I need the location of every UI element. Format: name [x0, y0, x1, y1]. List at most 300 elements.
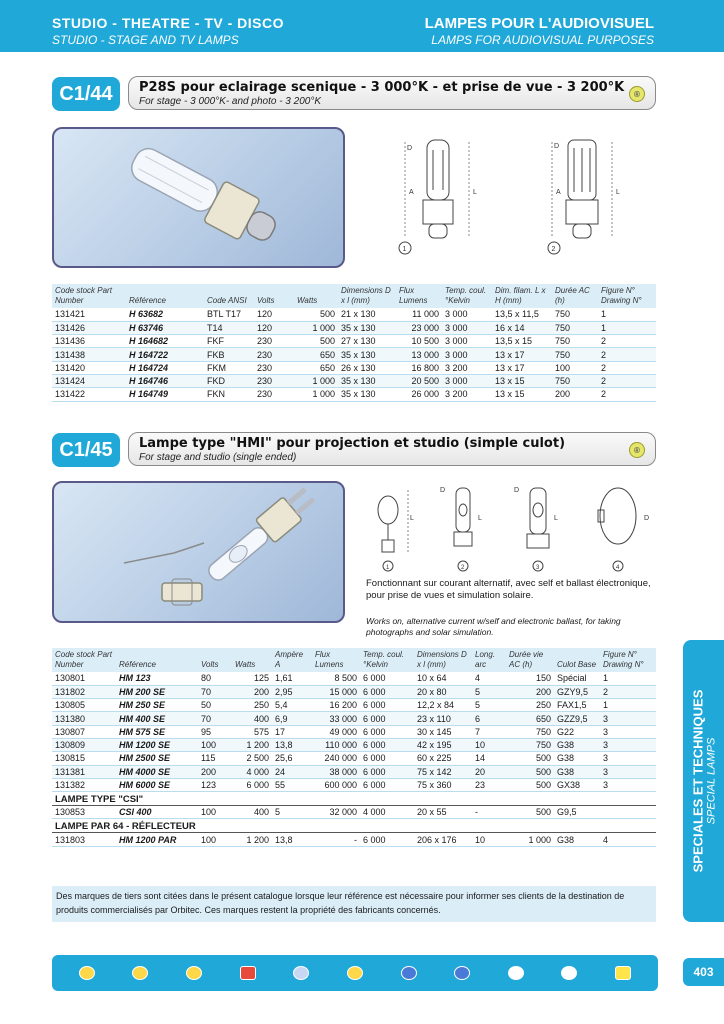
table-cell: 6 000 [360, 778, 414, 791]
table-cell: 600 000 [312, 778, 360, 791]
col-amps: Ampère A [272, 648, 312, 672]
table-row [52, 752, 656, 765]
tube-icon [132, 966, 148, 980]
table-cell: 131803 [52, 833, 116, 846]
table-cell: 115 [198, 752, 232, 765]
table-cell: 131436 [52, 335, 126, 348]
table-cell: BTL T17 [204, 308, 254, 321]
table-row [52, 374, 656, 387]
col-dimensions: Dimensions D x l (mm) [414, 648, 472, 672]
table-cell: 25,6 [272, 752, 312, 765]
table-cell: 23 x 110 [414, 712, 472, 725]
table-cell: 70 [198, 685, 232, 698]
table-cell: 3 [600, 725, 656, 738]
table-cell: 650 [294, 361, 338, 374]
section1-title: P28S pour eclairage scenique - 3 000°K - et prise de vue - 3 200°K [139, 80, 625, 95]
table-cell: Spécial [554, 672, 600, 685]
col-flux: Flux Lumens [396, 284, 442, 308]
table-cell: 750 [552, 308, 598, 321]
table-cell: 27 x 130 [338, 335, 396, 348]
table-cell: 750 [552, 348, 598, 361]
table-cell: HM 123 [116, 672, 198, 685]
table-cell: 13 x 17 [492, 361, 552, 374]
table-cell: 100 [198, 738, 232, 751]
table-cell: FKD [204, 374, 254, 387]
special-icon [347, 966, 363, 980]
table-cell: H 164682 [126, 335, 204, 348]
section1-drawing-1 [395, 130, 505, 260]
table-cell: 130807 [52, 725, 116, 738]
table-cell: 131382 [52, 778, 116, 791]
cfl-icon [293, 966, 309, 980]
table-cell: 11 000 [396, 308, 442, 321]
col-ansi: Code ANSI [204, 284, 254, 308]
table-cell: 2 500 [232, 752, 272, 765]
table-cell: 3 [600, 712, 656, 725]
table-cell: HM 4000 SE [116, 765, 198, 778]
table-cell: 6 [472, 712, 506, 725]
section2-subtitle: For stage and studio (single ended) [139, 452, 297, 463]
table-cell: 10 [472, 738, 506, 751]
svg-text:L: L [478, 515, 482, 522]
table-cell: 15 000 [312, 685, 360, 698]
table-cell: 6 000 [360, 699, 414, 712]
table-cell: 6 000 [232, 778, 272, 791]
table-cell: 100 [198, 833, 232, 846]
table-cell: 7 [472, 725, 506, 738]
table-cell: 16 800 [396, 361, 442, 374]
table-header-row [52, 648, 656, 672]
table-cell: 42 x 195 [414, 738, 472, 751]
category-icon-10[interactable] [545, 966, 593, 980]
table-row [52, 725, 656, 738]
side-tab-text [690, 690, 717, 873]
table-cell: 6 000 [360, 712, 414, 725]
table-cell [600, 806, 656, 819]
col-life: Durée AC (h) [552, 284, 598, 308]
table-row [52, 806, 656, 819]
table-cell: 10 [472, 833, 506, 846]
reflector-icon [454, 966, 470, 980]
table-cell: 131426 [52, 321, 126, 334]
table-cell: HM 400 SE [116, 712, 198, 725]
table-cell: 70 [198, 712, 232, 725]
section1-drawing-2 [540, 130, 650, 260]
table-cell: 13 000 [396, 348, 442, 361]
table-cell: 3 200 [442, 361, 492, 374]
table-cell: 20 500 [396, 374, 442, 387]
table-cell: 2,95 [272, 685, 312, 698]
lamp-outline-drawings-hmi [360, 480, 660, 575]
svg-text:L: L [616, 189, 620, 196]
table-cell: 6,9 [272, 712, 312, 725]
table-cell: 5 [272, 806, 312, 819]
table-cell: G38 [554, 738, 600, 751]
table-cell: 200 [198, 765, 232, 778]
section2-code-badge: C1/45 [52, 433, 120, 467]
table-cell: 100 [198, 806, 232, 819]
category-icon-6[interactable] [331, 966, 379, 980]
table-cell: 131421 [52, 308, 126, 321]
category-icon-3[interactable] [170, 966, 218, 980]
table-cell: 10 x 64 [414, 672, 472, 685]
table-cell: 1,61 [272, 672, 312, 685]
table-cell: H 164722 [126, 348, 204, 361]
trademark-disclaimer: Des marques de tiers sont citées dans le présent catalogue lorsque leur référence est nécessaire pour informer ses clients de la destination de produits commercialisés par Orbitec. Ces marques restent la propriété des fabricants concernés. [52, 886, 656, 922]
table-cell: 650 [506, 712, 554, 725]
table-cell: 250 [506, 699, 554, 712]
table-cell: 500 [506, 778, 554, 791]
table-cell: HM 6000 SE [116, 778, 198, 791]
table-cell: 24 [272, 765, 312, 778]
table-cell: 3 [600, 778, 656, 791]
table-cell: 120 [254, 321, 294, 334]
table-cell: 2 [598, 361, 656, 374]
table-cell: 20 [472, 765, 506, 778]
table-cell: 131380 [52, 712, 116, 725]
mini-icon [615, 966, 631, 980]
table-cell: 131422 [52, 388, 126, 401]
col-watts: Watts [294, 284, 338, 308]
table-cell: 230 [254, 335, 294, 348]
table-cell: HM 250 SE [116, 699, 198, 712]
col-reference: Référence [116, 648, 198, 672]
group-title: LAMPE TYPE "CSI" [52, 792, 656, 806]
table-cell: 130815 [52, 752, 116, 765]
table-cell: 2 [600, 685, 656, 698]
category-icon-8[interactable] [438, 966, 486, 980]
table-row [52, 778, 656, 791]
col-base: Culot Base [554, 648, 600, 672]
table-cell: 1 [598, 308, 656, 321]
table-cell: 130805 [52, 699, 116, 712]
table-cell: HM 1200 SE [116, 738, 198, 751]
svg-text:D: D [407, 145, 413, 152]
table-cell: 60 x 225 [414, 752, 472, 765]
table-cell: 500 [294, 335, 338, 348]
table-cell: 400 [232, 712, 272, 725]
table-cell: 32 000 [312, 806, 360, 819]
table-cell: 1 000 [506, 833, 554, 846]
led-icon [240, 966, 256, 980]
section2-title: Lampe type "HMI" pour projection et studio (simple culot) [139, 436, 566, 451]
table-cell: 131424 [52, 374, 126, 387]
table-cell: 250 [232, 699, 272, 712]
table-cell: 123 [198, 778, 232, 791]
table-row [52, 348, 656, 361]
table-cell: 1 200 [232, 738, 272, 751]
table-cell: 2 [598, 335, 656, 348]
table-cell: G38 [554, 833, 600, 846]
category-icon-2[interactable] [116, 966, 164, 980]
col-figure: Figure N° Drawing N° [598, 284, 656, 308]
category-icon-1[interactable] [63, 966, 111, 980]
svg-text:L: L [410, 515, 414, 522]
table-cell: 650 [294, 348, 338, 361]
table-cell: 2 [598, 388, 656, 401]
table-cell: 1 000 [294, 374, 338, 387]
table-cell: 500 [294, 308, 338, 321]
table-cell: 35 x 130 [338, 388, 396, 401]
section1-subtitle: For stage - 3 000°K- and photo - 3 200°K [139, 96, 321, 107]
col-figure: Figure N° Drawing N° [600, 648, 656, 672]
table-cell: 500 [506, 765, 554, 778]
table-cell: 3 000 [442, 308, 492, 321]
table-cell: G38 [554, 765, 600, 778]
table-cell: 240 000 [312, 752, 360, 765]
table-cell: 750 [506, 738, 554, 751]
drawing-hmi-2-number: 2 [461, 565, 465, 571]
table-cell: 17 [272, 725, 312, 738]
table-cell: 3 200 [442, 388, 492, 401]
drawing-hmi-1-number: 1 [386, 565, 390, 571]
table-cell: 13 x 15 [492, 374, 552, 387]
svg-text:A: A [409, 189, 414, 196]
table-cell: FKM [204, 361, 254, 374]
table-cell: 26 000 [396, 388, 442, 401]
table-cell: FKF [204, 335, 254, 348]
drawing-hmi-3-number: 3 [536, 565, 540, 571]
table-cell: 14 [472, 752, 506, 765]
drawing-hmi-4-number: 4 [616, 565, 620, 571]
col-part-number: Code stock Part Number [52, 284, 126, 308]
header-left-title: STUDIO - THEATRE - TV - DISCO [52, 15, 285, 31]
table-cell: FKB [204, 348, 254, 361]
table-cell: 1 000 [294, 388, 338, 401]
table-cell: 8 500 [312, 672, 360, 685]
table-cell: 49 000 [312, 725, 360, 738]
svg-text:A: A [556, 189, 561, 196]
table-cell: 131438 [52, 348, 126, 361]
table-cell: 35 x 130 [338, 321, 396, 334]
section2-lamp-photo [52, 481, 345, 623]
table-row [52, 321, 656, 334]
table-cell: GZZ9,5 [554, 712, 600, 725]
table-cell: 13,5 x 11,5 [492, 308, 552, 321]
table-row [52, 738, 656, 751]
table-cell: 3 [600, 765, 656, 778]
table-cell: 230 [254, 374, 294, 387]
table-cell: 3 000 [442, 374, 492, 387]
section2-description-en: Works on, alternative current w/self and electronic ballast, for taking photographs and solar simulation. [366, 616, 621, 637]
table-cell: 4 000 [232, 765, 272, 778]
table-cell: 33 000 [312, 712, 360, 725]
bulb-p28s-image [54, 129, 345, 268]
table-cell: 200 [552, 388, 598, 401]
table-cell: 6 000 [360, 738, 414, 751]
table-cell: 4 000 [360, 806, 414, 819]
table-cell: HM 2500 SE [116, 752, 198, 765]
table-cell: 6 000 [360, 765, 414, 778]
section2-description-fr: Fonctionnant sur courant alternatif, avec self et ballast électronique, pour prise de vues et simulation solaire. [366, 578, 651, 601]
table-cell: 1 [600, 699, 656, 712]
drawing-1-number: 1 [402, 246, 407, 253]
table-cell: 21 x 130 [338, 308, 396, 321]
table-cell: G22 [554, 725, 600, 738]
group-header-row [52, 819, 656, 833]
col-temp: Temp. coul. °Kelvin [360, 648, 414, 672]
table-cell: 2 [598, 374, 656, 387]
table-cell: 230 [254, 361, 294, 374]
table-cell: 125 [232, 672, 272, 685]
table-cell: 80 [198, 672, 232, 685]
category-icon-bar [52, 955, 658, 991]
table-cell: HM 200 SE [116, 685, 198, 698]
table-cell: H 63682 [126, 308, 204, 321]
table-cell: 6 000 [360, 672, 414, 685]
table-cell: 75 x 360 [414, 778, 472, 791]
category-side-tab[interactable] [683, 640, 724, 922]
table-cell: 6 000 [360, 833, 414, 846]
table-cell: 575 [232, 725, 272, 738]
table-cell: 130853 [52, 806, 116, 819]
svg-text:D: D [554, 143, 560, 150]
section1-code-badge: C1/44 [52, 77, 120, 111]
col-arc: Long. arc [472, 648, 506, 672]
col-temp: Temp. coul. °Kelvin [442, 284, 492, 308]
table-cell: 16 200 [312, 699, 360, 712]
col-filament: Dim. filam. L x H (mm) [492, 284, 552, 308]
table-cell: 5 [472, 685, 506, 698]
table-row [52, 712, 656, 725]
table-cell: 230 [254, 348, 294, 361]
page-header [0, 0, 724, 52]
table-cell: 50 [198, 699, 232, 712]
page-number: 403 [683, 958, 724, 986]
table-cell: 5 [472, 699, 506, 712]
table-cell: 26 x 130 [338, 361, 396, 374]
table-cell: 6 000 [360, 725, 414, 738]
table-cell: 35 x 130 [338, 374, 396, 387]
table-cell: 3 000 [442, 335, 492, 348]
col-part-number: Code stock Part Number [52, 648, 116, 672]
discharge-icon [401, 966, 417, 980]
category-icon-7[interactable] [385, 966, 433, 980]
lamp-outline-drawing-1 [395, 130, 505, 260]
table-cell: 750 [552, 374, 598, 387]
col-watts: Watts [232, 648, 272, 672]
category-icon-4[interactable] [224, 966, 272, 980]
bulb-icon [79, 966, 95, 980]
table-cell: 5,4 [272, 699, 312, 712]
table-cell: 206 x 176 [414, 833, 472, 846]
table-cell: 4 [472, 672, 506, 685]
table-cell: 200 [232, 685, 272, 698]
info-dot-icon: ® [629, 442, 645, 458]
table-row [52, 308, 656, 321]
table-row [52, 335, 656, 348]
svg-text:D: D [514, 487, 520, 494]
table-cell: 130809 [52, 738, 116, 751]
table-cell: 3 000 [442, 348, 492, 361]
table-cell: 131420 [52, 361, 126, 374]
col-flux: Flux Lumens [312, 648, 360, 672]
table-cell: H 164749 [126, 388, 204, 401]
table-cell: 16 x 14 [492, 321, 552, 334]
table-cell: 400 [232, 806, 272, 819]
table-cell: 150 [506, 672, 554, 685]
table-cell: 100 [552, 361, 598, 374]
table-cell: H 164724 [126, 361, 204, 374]
table-cell: 750 [506, 725, 554, 738]
table-cell: 750 [552, 321, 598, 334]
table-cell: 12,2 x 84 [414, 699, 472, 712]
info-dot-icon: ® [629, 86, 645, 102]
table-cell: HM 1200 PAR [116, 833, 198, 846]
table-cell: - [312, 833, 360, 846]
table-cell: 13,8 [272, 833, 312, 846]
section2-title-bar [128, 432, 656, 466]
table-cell: 38 000 [312, 765, 360, 778]
category-icon-5[interactable] [277, 966, 325, 980]
table-cell: 230 [254, 388, 294, 401]
col-volts: Volts [254, 284, 294, 308]
table-cell: H 63746 [126, 321, 204, 334]
table-row [52, 685, 656, 698]
table-row [52, 672, 656, 685]
table-row [52, 833, 656, 846]
table-cell: FAX1,5 [554, 699, 600, 712]
header-left-subtitle: STUDIO - STAGE AND TV LAMPS [52, 33, 239, 47]
ballast-icon [508, 966, 524, 980]
table-cell: GX38 [554, 778, 600, 791]
halogen-icon [186, 966, 202, 980]
table-cell: CSI 400 [116, 806, 198, 819]
category-icon-9[interactable] [492, 966, 540, 980]
drawing-2-number: 2 [551, 246, 556, 253]
table-cell: 13 x 15 [492, 388, 552, 401]
table-cell: 6 000 [360, 752, 414, 765]
section1-title-bar [128, 76, 656, 110]
svg-text:D: D [644, 515, 650, 522]
table-cell: 500 [506, 752, 554, 765]
header-right-title: LAMPES POUR L'AUDIOVISUEL [424, 15, 654, 32]
table-row [52, 765, 656, 778]
section1-lamp-photo [52, 127, 345, 268]
table-cell: 750 [552, 335, 598, 348]
table-cell: 4 [600, 833, 656, 846]
side-tab-title: SPECIALES ET TECHNIQUES [690, 689, 705, 873]
table-cell: HM 575 SE [116, 725, 198, 738]
table-cell: 1 200 [232, 833, 272, 846]
table-cell: 1 000 [294, 321, 338, 334]
table-cell: 130801 [52, 672, 116, 685]
section1-spec-table [52, 284, 656, 402]
table-cell: 1 [600, 672, 656, 685]
table-cell: 131802 [52, 685, 116, 698]
group-title: LAMPE PAR 64 - RÉFLECTEUR [52, 819, 656, 833]
table-cell: 75 x 142 [414, 765, 472, 778]
table-cell: 6 000 [360, 685, 414, 698]
table-cell: 3 [600, 752, 656, 765]
side-tab-subtitle: SPECIAL LAMPS [705, 737, 717, 825]
table-cell: 20 x 55 [414, 806, 472, 819]
bulb-hmi-image [54, 483, 345, 623]
col-dimensions: Dimensions D x l (mm) [338, 284, 396, 308]
table-cell: 13,5 x 15 [492, 335, 552, 348]
col-life: Durée vie AC (h) [506, 648, 554, 672]
table-cell: 1 [598, 321, 656, 334]
section2-drawings [360, 480, 660, 575]
table-cell: FKN [204, 388, 254, 401]
svg-text:L: L [554, 515, 558, 522]
col-reference: Référence [126, 284, 204, 308]
fixture-icon [561, 966, 577, 980]
table-cell: T14 [204, 321, 254, 334]
table-cell: 131381 [52, 765, 116, 778]
table-cell: 23 [472, 778, 506, 791]
category-icon-11[interactable] [599, 966, 647, 980]
